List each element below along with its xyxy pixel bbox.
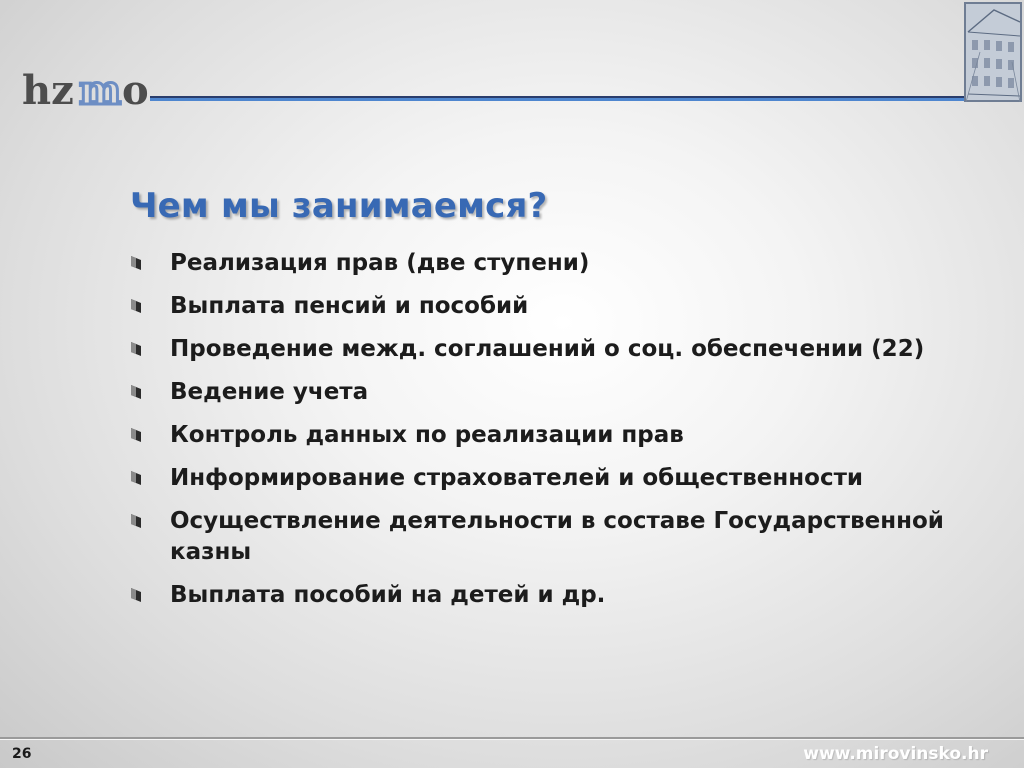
building-illustration bbox=[964, 2, 1022, 102]
bullet-text: Выплата пенсий и пособий bbox=[170, 293, 529, 319]
bullet-text: Ведение учета bbox=[170, 379, 369, 405]
slide-heading: Чем мы занимаемся? bbox=[130, 186, 548, 226]
twisted-ribbon-bullet-icon bbox=[130, 341, 142, 357]
hzmo-logo bbox=[22, 64, 162, 114]
header-rule-blue bbox=[150, 98, 965, 101]
list-item bbox=[130, 580, 990, 611]
list-item bbox=[130, 291, 990, 322]
twisted-ribbon-bullet-icon bbox=[130, 384, 142, 400]
list-item bbox=[130, 248, 990, 279]
slide-number: 26 bbox=[12, 746, 32, 762]
svg-text:hz: hz bbox=[22, 67, 74, 114]
list-item bbox=[130, 506, 990, 568]
bullet-text: Контроль данных по реализации прав bbox=[170, 422, 684, 448]
svg-text:o: o bbox=[122, 67, 149, 114]
twisted-ribbon-bullet-icon bbox=[130, 255, 142, 271]
website-url[interactable]: www.mirovinsko.hr bbox=[803, 744, 988, 764]
bullet-text: Информирование страхователей и общественности bbox=[170, 465, 864, 491]
list-item bbox=[130, 377, 990, 408]
bullet-list bbox=[130, 248, 990, 623]
twisted-ribbon-bullet-icon bbox=[130, 470, 142, 486]
list-item bbox=[130, 420, 990, 451]
svg-text:m: m bbox=[79, 67, 122, 114]
twisted-ribbon-bullet-icon bbox=[130, 298, 142, 314]
twisted-ribbon-bullet-icon bbox=[130, 427, 142, 443]
bullet-text: Осуществление деятельности в составе Государственной казны bbox=[170, 508, 944, 565]
twisted-ribbon-bullet-icon bbox=[130, 513, 142, 529]
list-item bbox=[130, 463, 990, 494]
bullet-text: Проведение межд. соглашений о соц. обеспечении (22) bbox=[170, 336, 925, 362]
list-item bbox=[130, 334, 990, 365]
twisted-ribbon-bullet-icon bbox=[130, 587, 142, 603]
footer-rule-highlight bbox=[0, 739, 1024, 740]
bullet-text: Реализация прав (две ступени) bbox=[170, 250, 590, 276]
bullet-text: Выплата пособий на детей и др. bbox=[170, 582, 606, 608]
